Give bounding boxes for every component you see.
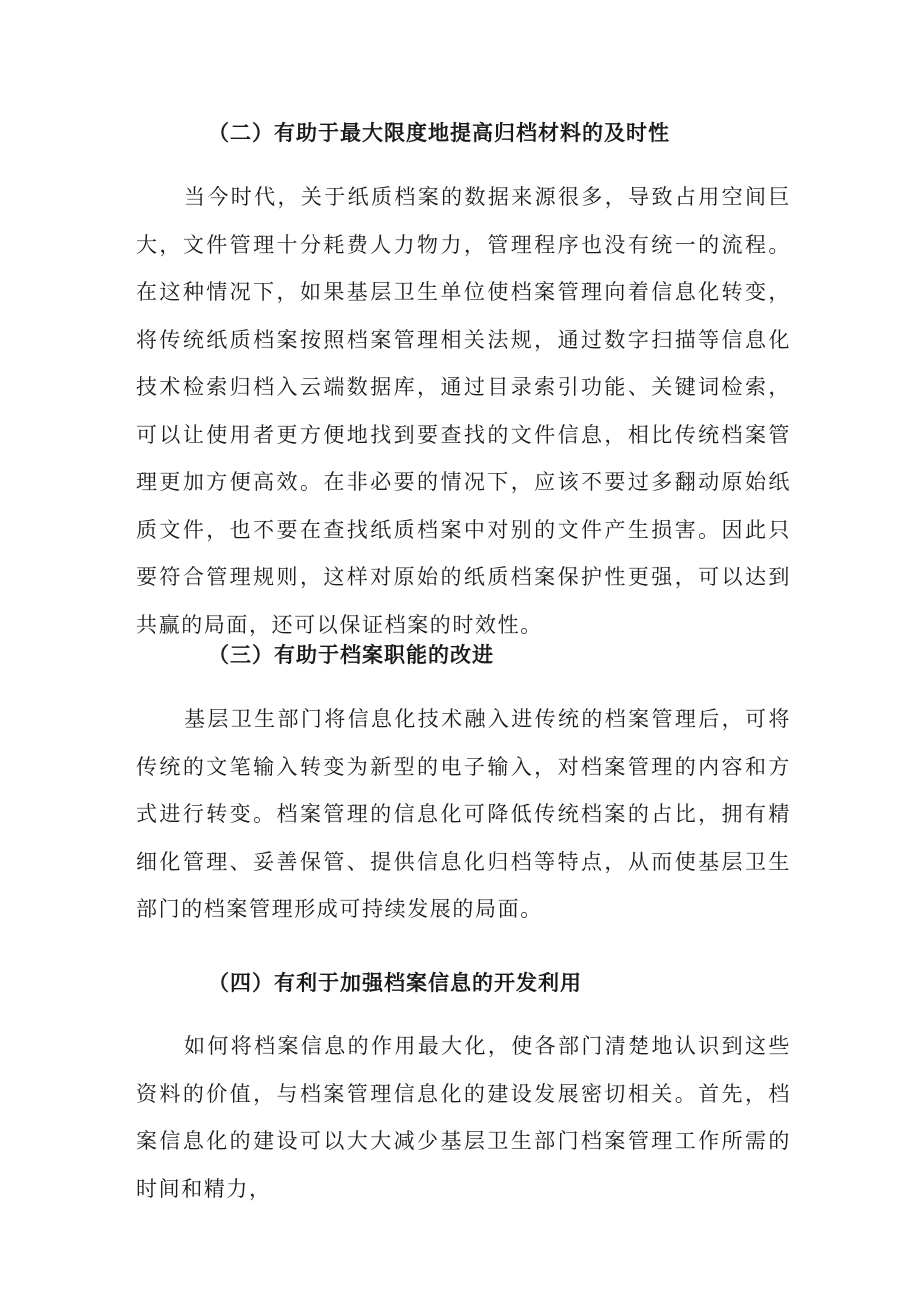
section-paragraph-2: 当今时代，关于纸质档案的数据来源很多，导致占用空间巨大，文件管理十分耗费人力物力，管理程序也没有统一的流程。在这种情况下，如果基层卫生单位使档案管理向着信息化转变，将传统纸质档案按照档案管理相关法规，通过数字扫描等信息化技术检索归档入云端数据库，通过目录索引功能、关键词检索，可以让使用者更方便地找到要查找的文件信息，相比传统档案管理更加方便高效。在非必要的情况下，应该不要过多翻动原始纸质文件，也不要在查找纸质档案中对别的文件产生损害。因此只要符合管理规则，这样对原始的纸质档案保护性更强，可以达到共赢的局面，还可以保证档案的时效性。 <box>136 185 791 637</box>
section-heading-2: （二）有助于最大限度地提高归档材料的及时性 <box>208 121 670 145</box>
section-heading-4: （四）有利于加强档案信息的开发利用 <box>208 971 582 995</box>
section-paragraph-4: 如何将档案信息的作用最大化，使各部门清楚地认识到这些资料的价值，与档案管理信息化的建设发展密切相关。首先，档案信息化的建设可以大大减少基层卫生部门档案管理工作所需的时间和精力， <box>136 1034 791 1201</box>
section-heading-3: （三）有助于档案职能的改进 <box>208 643 494 667</box>
section-paragraph-3: 基层卫生部门将信息化技术融入进传统的档案管理后，可将传统的文笔输入转变为新型的电子输入，对档案管理的内容和方式进行转变。档案管理的信息化可降低传统档案的占比，拥有精细化管理、妥善保管、提供信息化归档等特点，从而使基层卫生部门的档案管理形成可持续发展的局面。 <box>136 707 791 921</box>
